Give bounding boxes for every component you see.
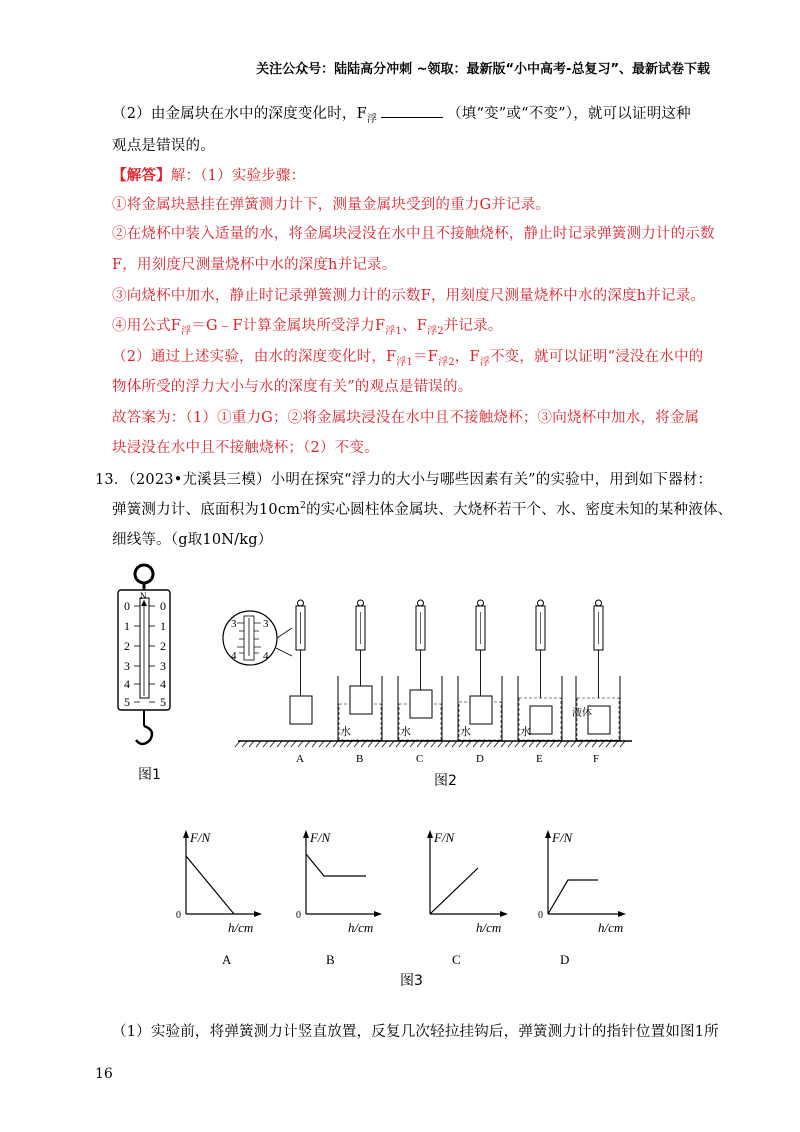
ground-hatch — [550, 741, 555, 747]
q2-line2: 观点是错误的。 — [112, 138, 215, 154]
ground-hatch — [445, 741, 450, 747]
y-axis-label: F/N — [190, 830, 211, 845]
answer-blank[interactable] — [381, 105, 443, 118]
ground-hatch — [312, 741, 317, 747]
figure-2-experiment — [220, 598, 640, 768]
ground-hatch — [592, 741, 597, 747]
ground-hatch — [396, 741, 401, 747]
tick-left: 4 — [124, 677, 130, 691]
ground-hatch — [326, 741, 331, 747]
figure-1-spring-scale — [110, 560, 190, 760]
answer-step1: ①将金属块悬挂在弹簧测力计下，测量金属块受到的重力G并记录。 — [112, 197, 551, 213]
figure-3-graphs — [170, 822, 650, 972]
answer-step2b: F，用刻度尺测量烧杯中水的深度h并记录。 — [112, 257, 397, 273]
ground-hatch — [242, 741, 247, 747]
ground-hatch — [417, 741, 422, 747]
zoom-tick: 3 — [263, 618, 269, 630]
ground-hatch — [291, 741, 296, 747]
zoom-tick: 3 — [231, 618, 237, 630]
ground-hatch — [543, 741, 548, 747]
tick-left: 2 — [124, 639, 130, 653]
ground-hatch — [256, 741, 261, 747]
zoom-tick: 4 — [263, 650, 269, 662]
origin-label: 0 — [176, 910, 181, 921]
liquid-label: 水 — [520, 726, 531, 738]
ground-hatch — [305, 741, 310, 747]
x-axis-label: h/cm — [348, 920, 374, 935]
ground-hatch — [368, 741, 373, 747]
ground-hatch — [361, 741, 366, 747]
ground-hatch — [599, 741, 604, 747]
q13-line3: 细线等。（g取10N/kg） — [112, 532, 273, 548]
answer-step4: ④用公式$F_浮=G﹣F$计算金属块所受浮力$F_{浮1}$、$F_{浮2}$并记录。 — [112, 318, 503, 337]
ground-hatch — [606, 741, 611, 747]
liquid-label: 水 — [400, 726, 411, 738]
ground-hatch — [431, 741, 436, 747]
graph-letter: B — [326, 952, 335, 967]
x-axis-label: h/cm — [476, 920, 502, 935]
graph-D — [538, 830, 626, 967]
ground-hatch — [571, 741, 576, 747]
origin-label: 0 — [538, 910, 543, 921]
setup-E — [518, 606, 562, 740]
setup-A — [290, 606, 312, 724]
answer-step2a: ②在烧杯中装入适量的水，将金属块浸没在水中且不接触烧杯，静止时记录弹簧测力计的示数 — [112, 226, 715, 242]
setup-F — [576, 606, 620, 740]
ground-hatch — [564, 741, 569, 747]
ground-hatch — [298, 741, 303, 747]
ground-hatch — [459, 741, 464, 747]
case-label: D — [476, 753, 484, 765]
ground-hatch — [613, 741, 618, 747]
ground-hatch — [375, 741, 380, 747]
ground-hatch — [333, 741, 338, 747]
final-answer-a: 故答案为：（1）①重力G；②将金属块浸没在水中且不接触烧杯；③向烧杯中加水，将金属 — [112, 410, 700, 426]
y-axis-label: F/N — [310, 830, 331, 845]
x-axis-label: h/cm — [228, 920, 254, 935]
graph-A — [176, 830, 262, 967]
ground-hatch — [508, 741, 513, 747]
q13-line1: 13．（2023•尤溪县三模）小明在探究“浮力的大小与哪些因素有关”的实验中，用到如下器材： — [95, 472, 713, 488]
tick-right: 3 — [160, 659, 166, 673]
ground-hatch — [270, 741, 275, 747]
case-label: F — [593, 753, 600, 765]
ground-hatch — [536, 741, 541, 747]
ground-hatch — [620, 741, 625, 747]
setup-B — [338, 606, 382, 740]
ground-hatch — [438, 741, 443, 747]
case-label: A — [296, 753, 304, 765]
tick-left: 1 — [124, 619, 130, 633]
y-axis-label: F/N — [434, 830, 455, 845]
ground-hatch — [522, 741, 527, 747]
ground-hatch — [389, 741, 394, 747]
q13-part1: （1）实验前，将弹簧测力计竖直放置，反复几次轻拉挂钩后，弹簧测力计的指针位置如图1所 — [112, 1024, 719, 1040]
q13-line2: 弹簧测力计、底面积为$10cm^2$的实心圆柱体金属块、大烧杯若干个、水、密度未知的某种液体、 — [112, 501, 733, 518]
ground-hatch — [403, 741, 408, 747]
answer-part2a: （2）通过上述实验，由水的深度变化时，$F_{浮1}=F_{浮2}$，$F_浮$不变，就可以证明“浸没在水中的 — [112, 349, 704, 368]
tick-right: 0 — [160, 599, 166, 613]
ground-hatch — [382, 741, 387, 747]
page-header: 关注公众号：陆陆高分冲刺 ~领取：最新版“小中高考-总复习”、最新试卷下载 — [256, 62, 710, 77]
tick-right: 2 — [160, 639, 166, 653]
liquid-label: 水 — [340, 726, 351, 738]
liquid-label: 水 — [460, 726, 471, 738]
ground-hatch — [515, 741, 520, 747]
ground-hatch — [354, 741, 359, 747]
figure-2-label: 图2 — [434, 773, 457, 789]
unit-letter: N — [140, 591, 147, 601]
origin-label: 0 — [296, 910, 301, 921]
page-number: 16 — [95, 1066, 113, 1082]
answer-intro: 【解答】解：（1）实验步骤： — [112, 167, 306, 184]
tick-left: 0 — [124, 599, 130, 613]
ground-hatch — [487, 741, 492, 747]
ground-hatch — [410, 741, 415, 747]
ground-hatch — [466, 741, 471, 747]
ground-hatch — [557, 741, 562, 747]
ground-hatch — [452, 741, 457, 747]
ground-hatch — [585, 741, 590, 747]
graph-C — [427, 830, 508, 967]
ground-hatch — [249, 741, 254, 747]
q2-line1: （2）由金属块在水中的深度变化时，$F_浮$ （填“变”或“不变”），就可以证明这种 — [112, 106, 691, 125]
zoom-tick: 4 — [231, 650, 237, 662]
ground-hatch — [578, 741, 583, 747]
ground-hatch — [235, 741, 240, 747]
ground-hatch — [494, 741, 499, 747]
case-label: C — [416, 753, 424, 765]
answer-step3: ③向烧杯中加水，静止时记录弹簧测力计的示数F，用刻度尺测量烧杯中水的深度h并记录。 — [112, 288, 706, 304]
ground-hatch — [473, 741, 478, 747]
ground-hatch — [480, 741, 485, 747]
final-answer-b: 块浸没在水中且不接触烧杯；（2）不变。 — [112, 440, 379, 456]
ground-hatch — [263, 741, 268, 747]
ground-hatch — [347, 741, 352, 747]
case-label: B — [356, 753, 364, 765]
ground-hatch — [424, 741, 429, 747]
figure-3-label: 图3 — [400, 973, 423, 989]
graph-letter: D — [560, 952, 570, 967]
ground-hatch — [319, 741, 324, 747]
case-label: E — [536, 753, 543, 765]
y-axis-label: F/N — [552, 830, 573, 845]
tick-right: 1 — [160, 619, 166, 633]
ground-hatch — [501, 741, 506, 747]
graph-B — [296, 830, 382, 967]
ground-hatch — [529, 741, 534, 747]
ground-hatch — [340, 741, 345, 747]
tick-left: 3 — [124, 659, 130, 673]
setup-D — [458, 606, 502, 740]
graph-letter: C — [452, 952, 461, 967]
ground-hatch — [284, 741, 289, 747]
setup-C — [398, 606, 442, 740]
graph-letter: A — [222, 952, 232, 967]
tick-left: 5 — [124, 695, 130, 709]
tick-right: 4 — [160, 677, 166, 691]
x-axis-label: h/cm — [598, 920, 624, 935]
liquid-label: 液体 — [572, 708, 592, 719]
figure-1-label: 图1 — [138, 767, 161, 783]
tick-right: 5 — [160, 695, 166, 709]
ground-hatch — [277, 741, 282, 747]
answer-part2b: 物体所受的浮力大小与水的深度有关”的观点是错误的。 — [112, 379, 473, 395]
